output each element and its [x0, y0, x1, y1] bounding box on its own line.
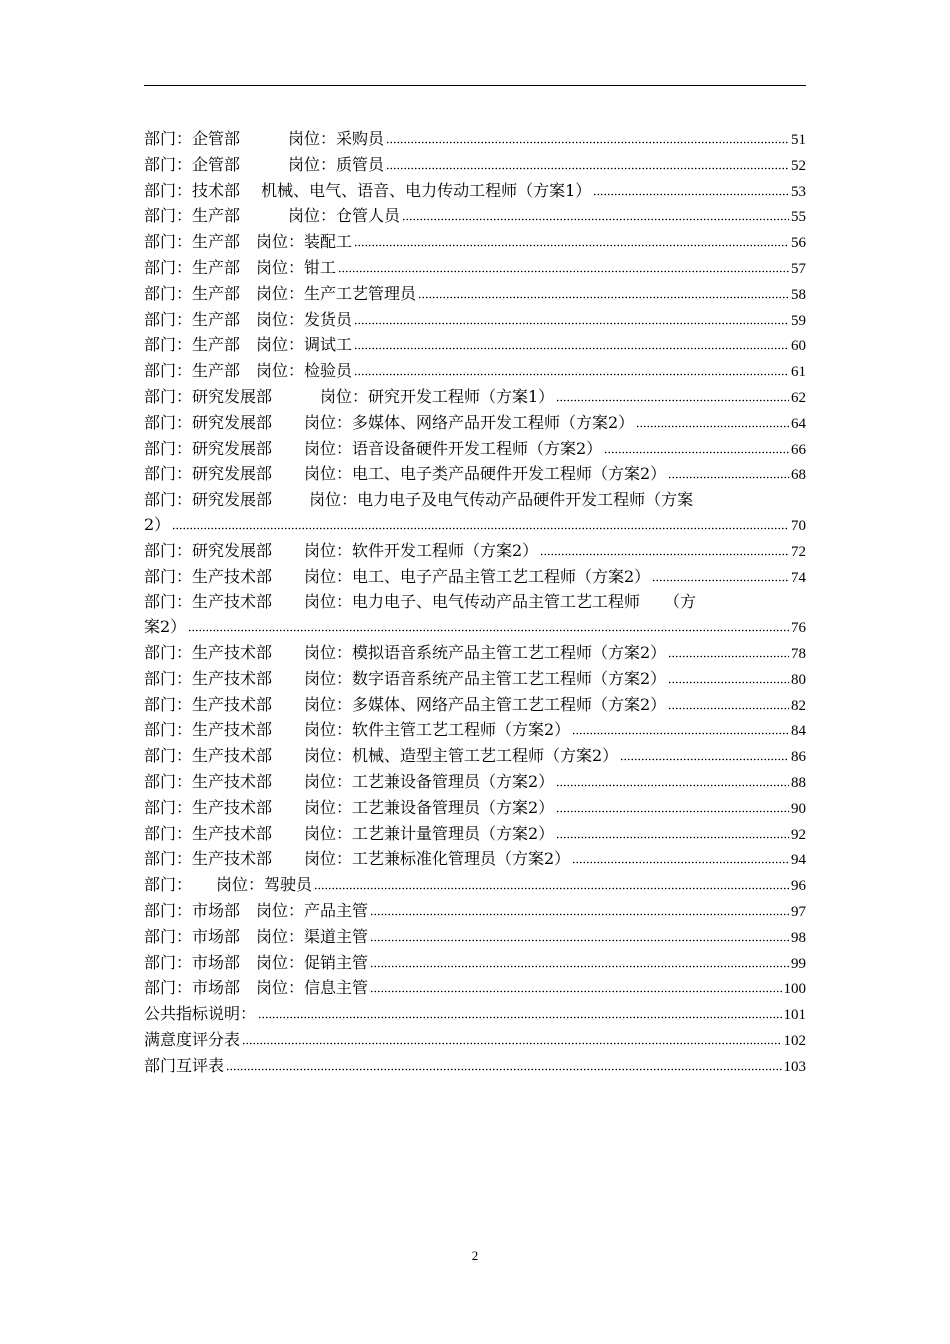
toc-entry[interactable] — [144, 847, 806, 873]
toc-entry[interactable] — [144, 230, 806, 256]
dot-leader — [556, 782, 789, 787]
toc-entry[interactable] — [144, 899, 806, 925]
toc-entry-title: 部门：研究发展部 岗位：研究开发工程师（方案1） — [144, 386, 555, 406]
toc-page-number: 56 — [791, 235, 806, 252]
dot-leader — [226, 1066, 781, 1071]
toc-entry-title: 满意度评分表 — [144, 1029, 241, 1049]
toc-entry[interactable] — [144, 1002, 806, 1028]
dot-leader — [370, 963, 789, 968]
dot-leader — [258, 1014, 781, 1019]
toc-page-number: 96 — [791, 878, 806, 895]
toc-page-number: 100 — [783, 981, 806, 998]
toc-entry-title: 部门：生产部 岗位：钳工 — [144, 257, 337, 277]
dot-leader — [386, 165, 789, 170]
toc-entry-title-line2: 案2） — [144, 617, 187, 637]
toc-entry[interactable] — [144, 667, 806, 693]
toc-entry-title: 部门：生产技术部 岗位：电工、电子产品主管工艺工程师（方案2） — [144, 566, 651, 586]
toc-entry[interactable] — [144, 796, 806, 822]
toc-entry[interactable] — [144, 488, 806, 539]
toc-entry-title: 部门：研究发展部 岗位：多媒体、网络产品开发工程师（方案2） — [144, 412, 635, 432]
toc-page-number: 88 — [791, 774, 806, 791]
toc-page-number: 99 — [791, 955, 806, 972]
dot-leader — [593, 191, 789, 196]
dot-leader — [418, 294, 789, 299]
toc-entry[interactable] — [144, 770, 806, 796]
toc-entry[interactable] — [144, 411, 806, 437]
dot-leader — [556, 397, 789, 402]
dot-leader — [572, 859, 789, 864]
toc-entry-title: 部门：生产部 岗位：生产工艺管理员 — [144, 283, 417, 303]
toc-page-number: 80 — [791, 671, 806, 688]
toc-entry-title: 部门：生产部 岗位：仓管人员 — [144, 206, 401, 226]
toc-entry[interactable] — [144, 385, 806, 411]
toc-entry[interactable] — [144, 256, 806, 282]
toc-entry[interactable] — [144, 282, 806, 308]
toc-page-number: 51 — [791, 132, 806, 148]
toc-page-number: 57 — [791, 260, 806, 277]
toc-entry-title-line1: 部门：生产技术部 岗位：电力电子、电气传动产品主管工艺工程师 （方 — [144, 592, 697, 612]
toc-entry-title: 部门：生产技术部 岗位：工艺兼设备管理员（方案2） — [144, 797, 555, 817]
toc-entry[interactable] — [144, 1028, 806, 1054]
toc-entry[interactable] — [144, 565, 806, 591]
toc-entry[interactable] — [144, 744, 806, 770]
toc-entry[interactable] — [144, 693, 806, 719]
dot-leader — [370, 937, 789, 942]
toc-page-number: 90 — [791, 800, 806, 817]
toc-entry-title: 部门：生产技术部 岗位：软件主管工艺工程师（方案2） — [144, 720, 571, 740]
dot-leader — [620, 756, 789, 761]
toc-entry-title: 部门：市场部 岗位：促销主管 — [144, 952, 369, 972]
dot-leader — [386, 139, 789, 144]
page-number: 2 — [471, 1248, 479, 1263]
toc-entry[interactable] — [144, 1054, 806, 1080]
toc-entry[interactable] — [144, 590, 806, 641]
toc-entry-title: 部门：研究发展部 岗位：语音设备硬件开发工程师（方案2） — [144, 438, 603, 458]
toc-entry-title: 部门：生产部 岗位：调试工 — [144, 335, 353, 355]
dot-leader — [652, 577, 789, 582]
toc-page-number: 59 — [791, 312, 806, 329]
toc-entry[interactable] — [144, 333, 806, 359]
toc-entry-title: 部门：企管部 岗位：质管员 — [144, 154, 385, 174]
toc-entry[interactable] — [144, 308, 806, 334]
toc-entry-title: 部门：生产部 岗位：发货员 — [144, 309, 353, 329]
toc-page-number: 78 — [791, 645, 806, 662]
toc-page-number: 61 — [791, 364, 806, 381]
dot-leader — [242, 1040, 781, 1045]
toc-entry-title: 部门：生产技术部 岗位：工艺兼设备管理员（方案2） — [144, 771, 555, 791]
dot-leader — [354, 345, 789, 350]
dot-leader — [354, 320, 789, 325]
toc-page-number: 94 — [791, 852, 806, 869]
toc-entry[interactable] — [144, 976, 806, 1002]
toc-page-number: 74 — [791, 569, 806, 586]
toc-entry[interactable] — [144, 437, 806, 463]
toc-page-number: 58 — [791, 286, 806, 303]
dot-leader — [370, 911, 789, 916]
toc-page-number: 76 — [791, 620, 806, 637]
toc-entry-title: 部门：生产技术部 岗位：机械、造型主管工艺工程师（方案2） — [144, 746, 619, 766]
toc-entry-title: 部门：生产部 岗位：检验员 — [144, 361, 353, 381]
dot-leader — [354, 242, 789, 247]
toc-entry-title: 部门：生产部 岗位：装配工 — [144, 232, 353, 252]
dot-leader — [636, 423, 789, 428]
toc-page-number: 102 — [783, 1032, 806, 1049]
dot-leader — [540, 551, 789, 556]
toc-page-number: 70 — [791, 517, 806, 534]
toc-page-number: 68 — [791, 467, 806, 484]
toc-page-number: 62 — [791, 389, 806, 406]
toc-page-number: 98 — [791, 929, 806, 946]
dot-leader — [354, 371, 789, 376]
toc-entry-title: 部门：企管部 岗位：采购员 — [144, 129, 385, 148]
toc-entry[interactable] — [144, 179, 806, 205]
table-of-contents — [144, 127, 806, 1079]
toc-entry[interactable] — [144, 127, 806, 153]
dot-leader — [668, 474, 789, 479]
toc-page-number: 97 — [791, 903, 806, 920]
toc-entry[interactable] — [144, 641, 806, 667]
toc-entry[interactable] — [144, 462, 806, 488]
toc-entry-title: 公共指标说明： — [144, 1004, 257, 1024]
toc-entry[interactable] — [144, 153, 806, 179]
toc-page-number: 92 — [791, 826, 806, 843]
toc-entry[interactable] — [144, 925, 806, 951]
toc-page-number: 103 — [783, 1058, 806, 1075]
dot-leader — [338, 268, 789, 273]
toc-entry-title: 部门：研究发展部 岗位：软件开发工程师（方案2） — [144, 540, 539, 560]
dot-leader — [172, 525, 789, 530]
toc-entry-title: 部门：生产技术部 岗位：工艺兼标准化管理员（方案2） — [144, 849, 571, 869]
toc-page-number: 64 — [791, 415, 806, 432]
toc-entry[interactable] — [144, 204, 806, 230]
toc-entry-title-line1: 部门：研究发展部 岗位：电力电子及电气传动产品硬件开发工程师（方案 — [144, 490, 694, 510]
toc-page-number: 84 — [791, 723, 806, 740]
dot-leader — [668, 679, 789, 684]
dot-leader — [668, 653, 789, 658]
toc-entry-title: 部门：研究发展部 岗位：电工、电子类产品硬件开发工程师（方案2） — [144, 464, 667, 484]
dot-leader — [402, 216, 789, 221]
dot-leader — [556, 834, 789, 839]
toc-entry-title: 部门：市场部 岗位：渠道主管 — [144, 926, 369, 946]
dot-leader — [556, 808, 789, 813]
toc-entry-title: 部门：生产技术部 岗位：工艺兼计量管理员（方案2） — [144, 823, 555, 843]
toc-entry-title: 部门：技术部 机械、电气、语音、电力传动工程师（方案1） — [144, 180, 592, 200]
header-rule — [144, 85, 806, 86]
dot-leader — [188, 627, 789, 632]
toc-entry-title-line2: 2） — [144, 514, 171, 534]
toc-entry[interactable] — [144, 718, 806, 744]
toc-page-number: 101 — [783, 1007, 806, 1024]
toc-page-number: 66 — [791, 441, 806, 458]
toc-page-number: 53 — [791, 183, 806, 200]
toc-entry-title: 部门：生产技术部 岗位：数字语音系统产品主管工艺工程师（方案2） — [144, 668, 667, 688]
toc-entry[interactable] — [144, 359, 806, 385]
toc-page-number: 60 — [791, 338, 806, 355]
dot-leader — [668, 705, 789, 710]
toc-entry-title: 部门： 岗位：驾驶员 — [144, 875, 313, 895]
toc-entry[interactable] — [144, 822, 806, 848]
toc-entry[interactable] — [144, 951, 806, 977]
dot-leader — [604, 449, 789, 454]
toc-page-number: 82 — [791, 697, 806, 714]
toc-entry[interactable] — [144, 539, 806, 565]
toc-page-number: 86 — [791, 749, 806, 766]
toc-entry-title: 部门互评表 — [144, 1055, 225, 1075]
toc-page-number: 55 — [791, 209, 806, 226]
toc-entry-title: 部门：生产技术部 岗位：模拟语音系统产品主管工艺工程师（方案2） — [144, 642, 667, 662]
toc-entry-title: 部门：市场部 岗位：信息主管 — [144, 978, 369, 998]
toc-entry[interactable] — [144, 873, 806, 899]
toc-entry-title: 部门：生产技术部 岗位：多媒体、网络产品主管工艺工程师（方案2） — [144, 694, 667, 714]
toc-page-number: 72 — [791, 543, 806, 560]
toc-entry-title: 部门：市场部 岗位：产品主管 — [144, 900, 369, 920]
dot-leader — [314, 885, 789, 890]
dot-leader — [370, 988, 781, 993]
toc-page-number: 52 — [791, 157, 806, 174]
dot-leader — [572, 730, 789, 735]
